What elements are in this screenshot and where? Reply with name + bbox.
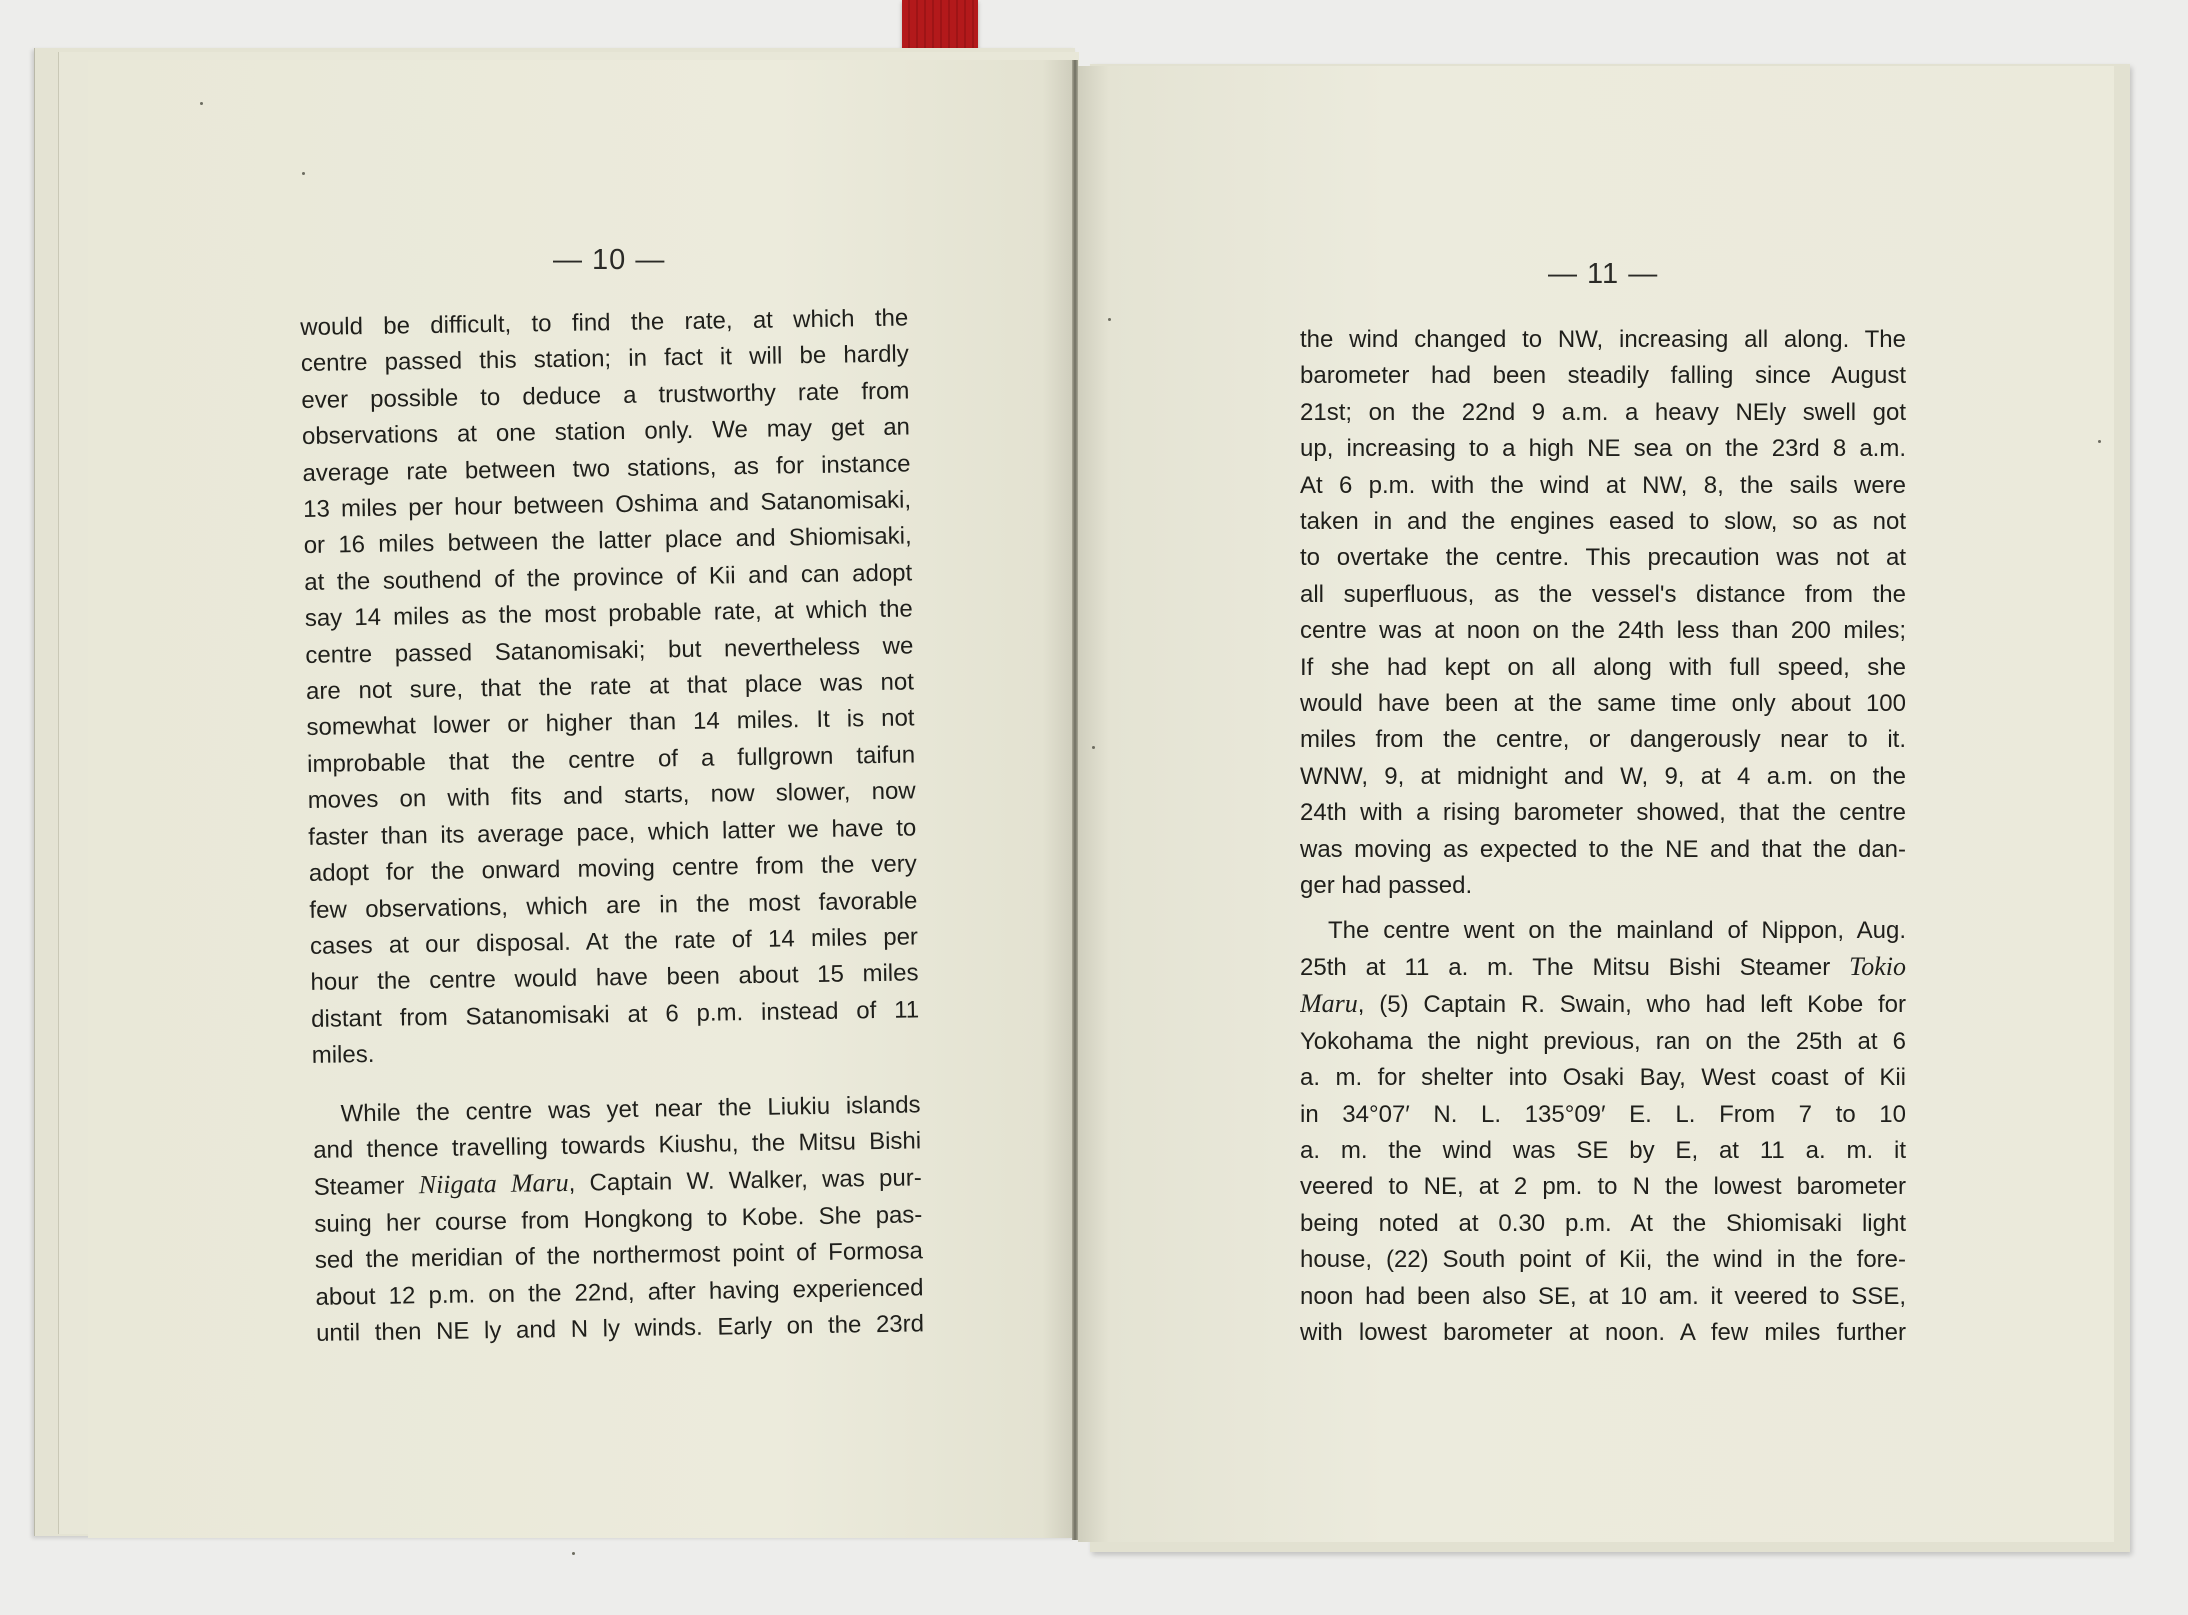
text-line: ever possible to deduce a trustworthy rate from (301, 377, 910, 414)
text-line: with lowest barometer at noon. A few miles further (1300, 1318, 1906, 1346)
text-line: The centre went on the mainland of Nippon, Aug. (1328, 916, 1906, 944)
text-line: up, increasing to a high NE sea on the 23rd 8 a.m. (1300, 435, 1906, 463)
text-line: cases at our disposal. At the rate of 14 miles per (309, 923, 919, 960)
text-line: faster than its average pace, which latter we have to (308, 814, 917, 851)
text-fragment: Steamer (313, 1172, 405, 1202)
paragraph (1300, 913, 1906, 1352)
text-line: hour the centre would have been about 15 miles (310, 959, 919, 997)
text-line: house, (22) South point of Kii, the wind in the fore- (1300, 1246, 1906, 1274)
text-line: say 14 miles as the most probable rate, at which the (304, 595, 913, 633)
text-fragment: 25th at 11 a. m. The Mitsu Bishi Steamer (1300, 953, 1831, 981)
paper-speck (200, 102, 203, 105)
ship-name: Maru (1300, 989, 1358, 1019)
text-line: few observations, which are in the most favorable (309, 886, 918, 924)
ship-name: Niigata Maru (418, 1168, 569, 1200)
text-line: improbable that the centre of a fullgrown taifun (306, 741, 916, 778)
text-line: barometer had been steadily falling since August (1300, 362, 1906, 390)
ship-name: Tokio (1849, 951, 1906, 981)
text-line: 24th with a rising barometer showed, that the centre (1300, 799, 1906, 827)
text-line: until then NE ly and N ly winds. Early on the 23rd (315, 1310, 925, 1347)
paragraph (1300, 322, 1906, 905)
text-line: would have been at the same time only about 100 (1300, 690, 1906, 718)
text-line: and thence travelling towards Kiushu, the Mitsu Bishi (312, 1127, 922, 1164)
text-line: If she had kept on all along with full speed, she (1300, 653, 1906, 681)
text-line: distant from Satanomisaki at 6 p.m. instead of 11 (310, 996, 920, 1033)
text-line: centre was at noon on the 24th less than 200 miles; (1300, 617, 1906, 645)
text-line: average rate between two stations, as for instance (302, 450, 911, 487)
text-line: observations at one station only. We may get an (301, 413, 911, 451)
paper-speck (302, 172, 305, 175)
text-line: centre passed this station; in fact it will be hardly (300, 340, 909, 378)
text-line: being noted at 0.30 p.m. At the Shiomisaki light (1300, 1209, 1906, 1237)
page-number-left: — 10 — (553, 244, 666, 276)
text-line: moves on with fits and starts, now slower, now (307, 777, 916, 815)
text-line: would be difficult, to find the rate, at which the (300, 304, 909, 341)
text-line: At 6 p.m. with the wind at NW, 8, the sails were (1300, 471, 1906, 499)
text-line: to overtake the centre. This precaution was not at (1300, 544, 1906, 572)
text-line: noon had been also SE, at 10 am. it veered to SSE, (1300, 1282, 1906, 1310)
text-line: all superfluous, as the vessel's distance from the (1300, 580, 1906, 608)
text-line: in 34°07′ N. L. 135°09′ E. L. From 7 to 10 (1300, 1100, 1906, 1128)
text-line: about 12 p.m. on the 22nd, after having experienced (315, 1273, 924, 1311)
text-line: centre passed Satanomisaki; but nevertheless we (305, 632, 914, 669)
paper-speck (572, 1552, 575, 1555)
text-line: sed the meridian of the northermost point of Formosa (314, 1237, 924, 1275)
text-line: miles. (311, 1041, 375, 1070)
paragraph (300, 300, 920, 1074)
text-line: Yokohama the night previous, ran on the 25th at 6 (1300, 1027, 1906, 1055)
right-page-text (1300, 322, 1906, 1351)
text-line: was moving as expected to the NE and that the dan- (1300, 835, 1906, 863)
text-line: ger had passed. (1300, 872, 1473, 900)
text-line (1300, 949, 1906, 986)
text-line: WNW, 9, at midnight and W, 9, at 4 a.m. on the (1300, 762, 1906, 790)
paper-speck (1092, 746, 1095, 749)
book-gutter (1072, 60, 1078, 1540)
paper-speck (2098, 440, 2101, 443)
text-line: 13 miles per hour between Oshima and Satanomisaki, (302, 486, 912, 524)
left-page-text (300, 300, 924, 1352)
text-line: While the centre was yet near the Liukiu islands (340, 1090, 921, 1127)
paragraph (312, 1087, 924, 1352)
text-line: or 16 miles between the latter place and Shiomisaki, (303, 522, 912, 560)
page-number-right: — 11 — (1548, 258, 1659, 290)
text-line: a. m. the wind was SE by E, at 11 a. m. it (1300, 1136, 1906, 1164)
text-line: the wind changed to NW, increasing all along. The (1300, 326, 1906, 353)
text-line: are not sure, that the rate at that place was not (305, 668, 915, 706)
text-line: veered to NE, at 2 pm. to N the lowest barometer (1300, 1173, 1906, 1201)
text-line: suing her course from Hongkong to Kobe. She pas- (314, 1201, 923, 1238)
text-fragment: , (5) Captain R. Swain, who had left Kobe for (1357, 991, 1906, 1019)
text-line: adopt for the onward moving centre from the very (308, 850, 917, 888)
text-line (1300, 986, 1906, 1023)
text-line: a. m. for shelter into Osaki Bay, West coast of Kii (1300, 1064, 1906, 1092)
text-line: taken in and the engines eased to slow, so as not (1300, 508, 1906, 536)
text-line: somewhat lower or higher than 14 miles. It is not (306, 704, 915, 742)
text-line: at the southend of the province of Kii and can adopt (304, 559, 913, 596)
text-line: miles from the centre, or dangerously near to it. (1300, 726, 1906, 754)
paper-speck (1108, 318, 1111, 321)
text-fragment: , Captain W. Walker, was pur- (568, 1164, 922, 1198)
text-line: 21st; on the 22nd 9 a.m. a heavy NEly swell got (1300, 398, 1906, 426)
